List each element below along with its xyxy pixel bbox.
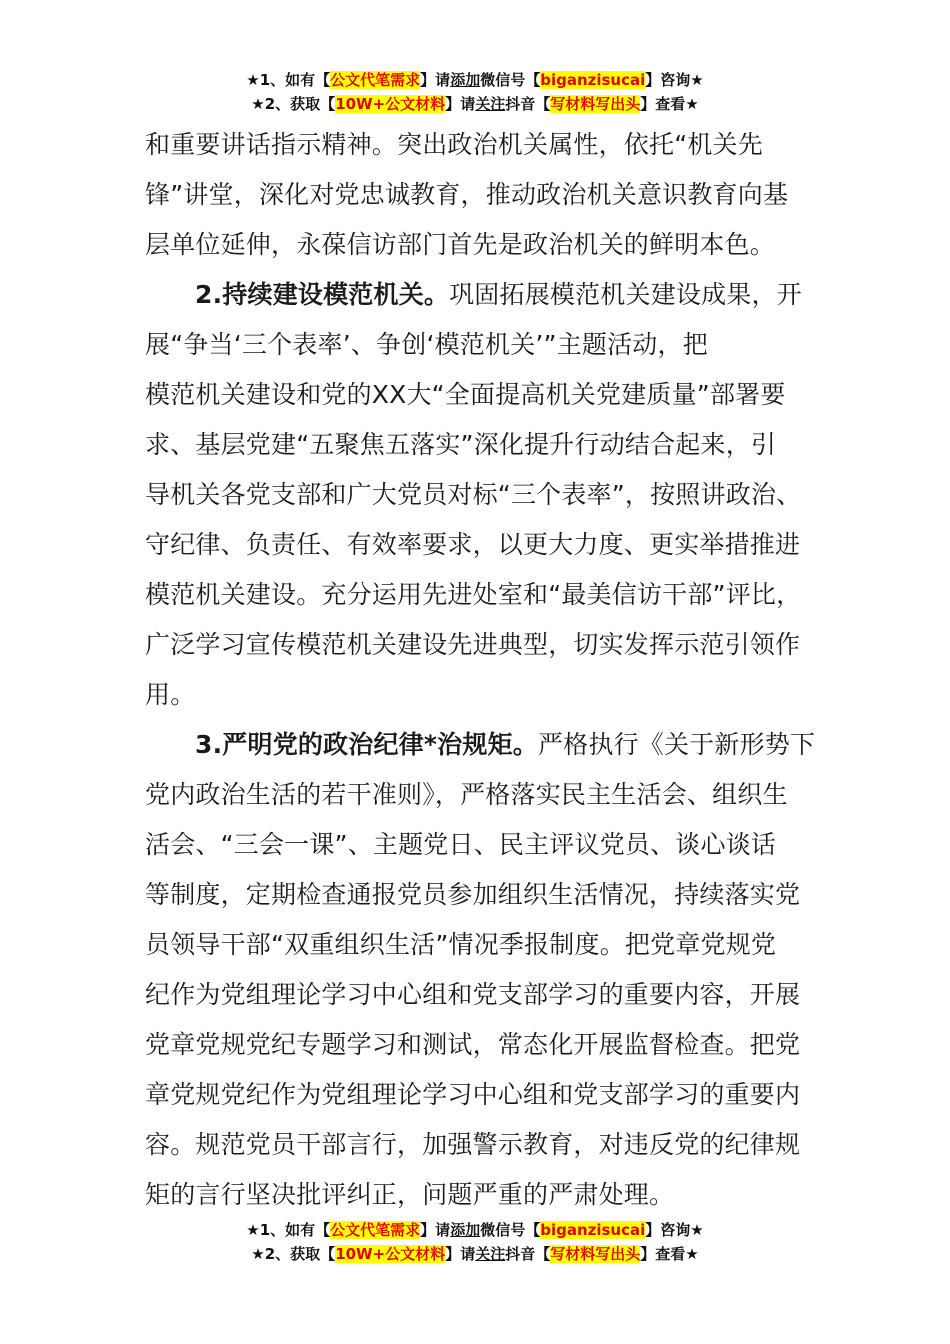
banner-text: 微信号【 [480, 1221, 541, 1239]
banner-text: 】请 [445, 95, 476, 113]
banner-text: 微信号【 [480, 71, 541, 89]
banner-line-1 [0, 68, 950, 92]
paragraph-line: 章党规党纪作为党组理论学习中心组和党支部学习的重要内 [145, 1080, 801, 1109]
paragraph-line: 守纪律、负责任、有效率要求，以更大力度、更实举措推进 [145, 530, 801, 559]
banner-text: 】请 [445, 1245, 476, 1263]
banner-line-1 [0, 1218, 950, 1242]
section-3-first-line [145, 720, 816, 770]
document-body [145, 120, 816, 1220]
banner-text: 】查看★ [640, 1245, 699, 1263]
banner-text: 抖音【 [505, 95, 551, 113]
banner-underline: 关注 [475, 1245, 506, 1263]
banner-text: ★1、如有【 [246, 71, 331, 89]
banner-text: 】咨询★ [645, 1221, 704, 1239]
paragraph-line: 等制度，定期检查通报党员参加组织生活情况，持续落实党 [145, 880, 801, 909]
banner-highlight: 公文代笔需求 [330, 1221, 421, 1239]
paragraph-line: 纪作为党组理论学习中心组和党支部学习的重要内容，开展 [145, 980, 801, 1009]
banner-highlight: 公文代笔需求 [330, 71, 421, 89]
banner-line-2 [0, 1242, 950, 1266]
banner-highlight: 写材料写出头 [550, 95, 641, 113]
section-heading: 2.持续建设模范机关。 [195, 280, 450, 309]
banner-text: ★1、如有【 [246, 1221, 331, 1239]
paragraph-line: 员领导干部“双重组织生活”情况季报制度。把党章党规党 [145, 930, 777, 959]
paragraph-line: 矩的言行坚决批评纠正，问题严重的严肃处理。 [145, 1180, 675, 1209]
banner-underline: 添加 [450, 71, 481, 89]
paragraph-line: 活会、“三会一课”、主题党日、民主评议党员、谈心谈话 [145, 830, 777, 859]
paragraph-text: 巩固拓展模范机关建设成果，开 [449, 280, 802, 309]
banner-underline: 添加 [450, 1221, 481, 1239]
banner-text: 】查看★ [640, 95, 699, 113]
banner-underline: 关注 [475, 95, 506, 113]
paragraph-text: 严格执行《关于新形势下 [537, 730, 816, 759]
paragraph-line: 求、基层党建“五聚焦五落实”深化提升行动结合起来，引 [145, 430, 777, 459]
paragraph-line: 党内政治生活的若干准则》，严格落实民主生活会、组织生 [145, 780, 788, 809]
footer-banner [0, 1218, 950, 1266]
paragraph-line: 模范机关建设。充分运用先进处室和“最美信访干部”评比， [145, 580, 802, 609]
paragraph-line: 党章党规党纪专题学习和测试，常态化开展监督检查。把党 [145, 1030, 801, 1059]
section-heading: 3.严明党的政治纪律*治规矩。 [195, 730, 538, 759]
paragraph-line: 容。规范党员干部言行，加强警示教育，对违反党的纪律规 [145, 1130, 801, 1159]
paragraph-line: 模范机关建设和党的XX大“全面提高机关党建质量”部署要 [145, 380, 786, 409]
header-banner [0, 68, 950, 116]
banner-highlight: 10W+公文材料 [335, 95, 446, 113]
banner-text: 】请 [420, 71, 451, 89]
section-2-first-line [145, 270, 810, 320]
paragraph-line: 层单位延伸，永葆信访部门首先是政治机关的鲜明本色。 [145, 230, 776, 259]
banner-highlight: 写材料写出头 [550, 1245, 641, 1263]
paragraph-line: 广泛学习宣传模范机关建设先进典型，切实发挥示范引领作 [145, 630, 801, 659]
banner-line-2 [0, 92, 950, 116]
banner-text: ★2、获取【 [251, 95, 336, 113]
banner-highlight: biganzisucai [540, 71, 646, 89]
banner-text: ★2、获取【 [251, 1245, 336, 1263]
paragraph-line: 和重要讲话指示精神。突出政治机关属性，依托“机关先 [145, 130, 763, 159]
banner-highlight: 10W+公文材料 [335, 1245, 446, 1263]
paragraph-line: 用。 [145, 680, 196, 709]
banner-text: 】咨询★ [645, 71, 704, 89]
banner-highlight: biganzisucai [540, 1221, 646, 1239]
banner-text: 抖音【 [505, 1245, 551, 1263]
banner-text: 】请 [420, 1221, 451, 1239]
paragraph-line: 展“争当‘三个表率’、争创‘模范机关’”主题活动，把 [145, 330, 708, 359]
paragraph-line: 导机关各党支部和广大党员对标“三个表率”，按照讲政治、 [145, 480, 802, 509]
paragraph-line: 锋”讲堂，深化对党忠诚教育，推动政治机关意识教育向基 [145, 180, 789, 209]
